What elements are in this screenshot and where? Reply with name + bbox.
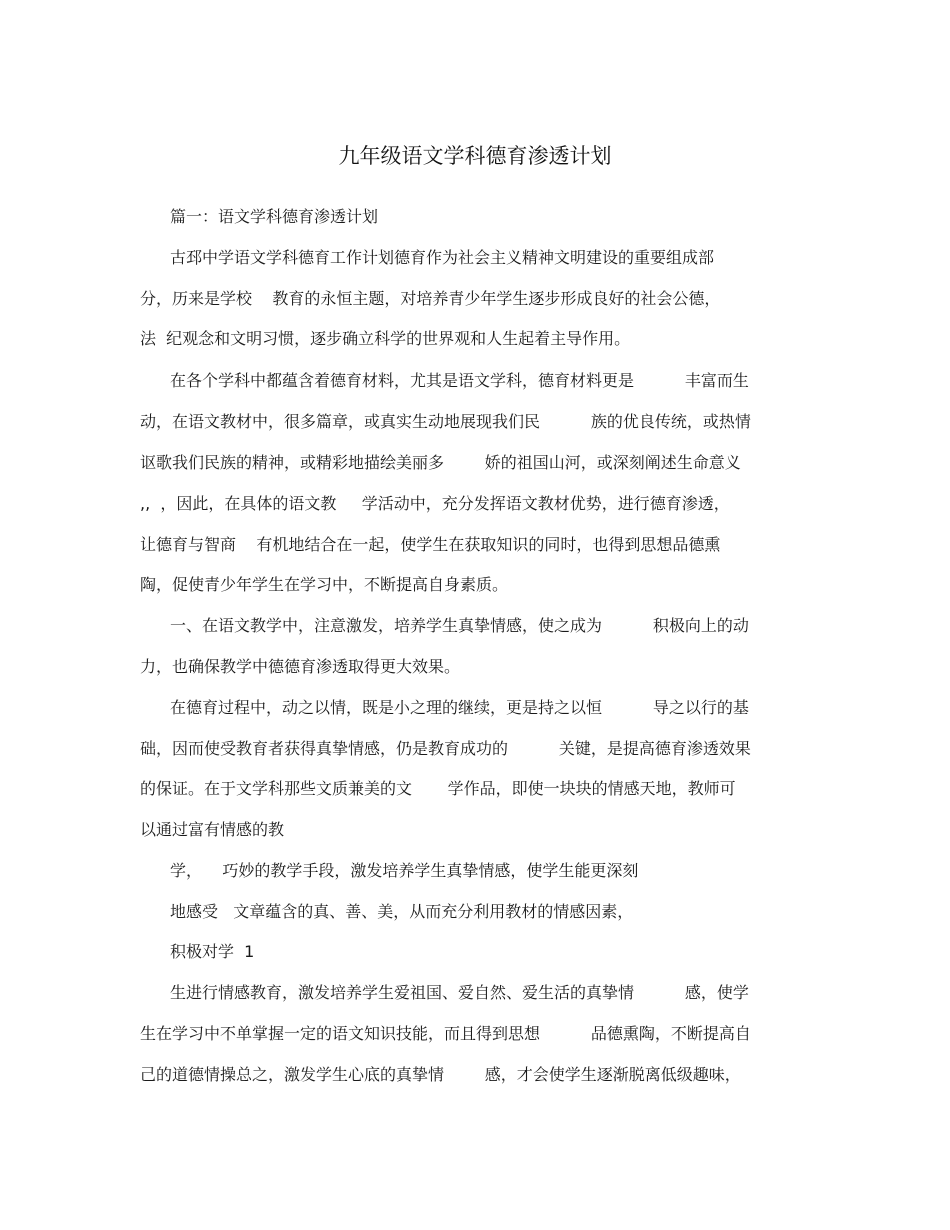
paragraph-line: 生进行情感教育，激发培养学生爱祖国、爱自然、爱生活的真挚情 感，使学 — [170, 983, 749, 1002]
paragraph-line: 在德育过程中，动之以情，既是小之理的继续，更是持之以恒 导之以行的基 — [170, 698, 749, 717]
paragraph-line: 让德育与智商 有机地结合在一起，使学生在获取知识的同时，也得到思想品德熏 — [140, 535, 721, 554]
paragraph-line: 础，因而使受教育者获得真挚情感，仍是教育成功的 关键，是提高德育渗透效果 — [140, 739, 751, 758]
paragraph-line: 生在学习中不单掌握一定的语文知识技能，而且得到思想 品德熏陶，不断提高自 — [140, 1024, 751, 1043]
paragraph-line: 积极对学 1 — [170, 942, 255, 961]
paragraph-line: 己的道德情操总之，激发学生心底的真挚情 感，才会使学生逐渐脱离低级趣味， — [140, 1065, 741, 1084]
paragraph-line: 动，在语文教材中，很多篇章，或真实生动地展现我们民 族的优良传统，或热情 — [140, 412, 751, 431]
paragraph-line: 学， 巧妙的教学手段，激发培养学生真挚情感，使学生能更深刻 — [170, 861, 639, 880]
paragraph-line: 讴歌我们民族的精神，或精彩地描绘美丽多 娇的祖国山河，或深刻阐述生命意义 — [140, 453, 741, 472]
paragraph-line: 在各个学科中都蕴含着德育材料，尤其是语文学科，德育材料更是 丰富而生 — [170, 371, 749, 390]
document-title: 九年级语文学科德育渗透计划 — [338, 144, 612, 168]
paragraph-line: 分，历来是学校 教育的永恒主题，对培养青少年学生逐步形成良好的社会公德， — [140, 289, 721, 308]
paragraph-line: 以通过富有情感的教 — [140, 820, 285, 839]
section-heading: 篇一：语文学科德育渗透计划 — [170, 207, 379, 226]
paragraph-line: 的保证。在于文学科那些文质兼美的文 学作品，即使一块块的情感天地，教师可 — [140, 779, 736, 798]
paragraph-line: 一、在语文教学中，注意激发，培养学生真挚情感，使之成为 积极向上的动 — [170, 616, 749, 635]
paragraph-line: 力，也确保教学中德德育渗透取得更大效果。 — [140, 657, 461, 676]
paragraph-line: ,, ，因此，在具体的语文教 学活动中，充分发挥语文教材优势，进行德育渗透， — [140, 494, 730, 513]
paragraph-line: 地感受 文章蕴含的真、善、美，从而充分利用教材的情感因素， — [170, 902, 634, 921]
paragraph-line: 古邳中学语文学科德育工作计划德育作为社会主义精神文明建设的重要组成部 — [170, 248, 715, 267]
paragraph-line: 陶，促使青少年学生在学习中，不断提高自身素质。 — [140, 575, 509, 594]
paragraph-line: 法 纪观念和文明习惯，逐步确立科学的世界观和人生起着主导作用。 — [140, 329, 631, 348]
